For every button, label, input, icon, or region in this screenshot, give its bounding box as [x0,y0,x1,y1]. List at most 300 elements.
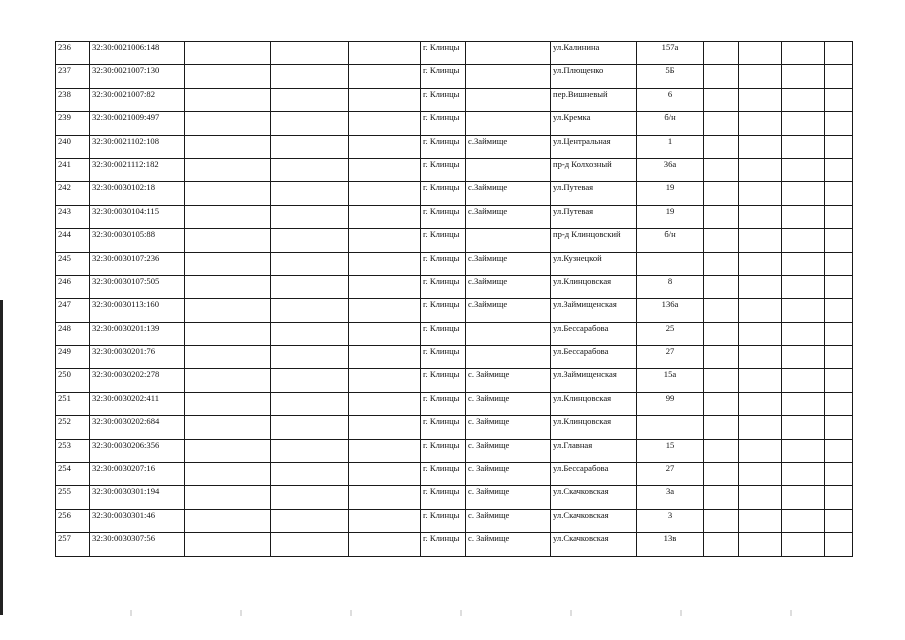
city-cell: г. Клинцы [421,486,466,509]
empty-cell [739,42,782,65]
city-cell: г. Клинцы [421,65,466,88]
empty-cell [185,346,271,369]
house-number-cell: 27 [637,346,704,369]
village-cell: с.Займище [466,135,551,158]
empty-cell [704,346,739,369]
empty-cell [185,135,271,158]
street-cell: ул.Путевая [551,205,637,228]
empty-cell [704,158,739,181]
empty-cell [349,439,421,462]
cadastral-number-cell: 32:30:0030301:194 [90,486,185,509]
empty-cell [782,275,825,298]
house-number-cell: 13в [637,533,704,556]
street-cell: ул.Бессарабова [551,322,637,345]
street-cell: ул.Клинцовская [551,416,637,439]
cadastral-number-cell: 32:30:0030104:115 [90,205,185,228]
street-cell: ул.Клинцовская [551,275,637,298]
empty-cell [185,205,271,228]
row-number-cell: 246 [56,275,90,298]
empty-cell [825,275,853,298]
city-cell: г. Клинцы [421,533,466,556]
empty-cell [185,65,271,88]
empty-cell [739,88,782,111]
empty-cell [704,205,739,228]
empty-cell [271,416,349,439]
empty-cell [825,112,853,135]
empty-cell [739,392,782,415]
table-row [56,65,853,88]
city-cell: г. Клинцы [421,439,466,462]
empty-cell [825,205,853,228]
empty-cell [185,275,271,298]
empty-cell [349,182,421,205]
table-row [56,205,853,228]
empty-cell [704,252,739,275]
village-cell: с.Займище [466,205,551,228]
empty-cell [782,135,825,158]
empty-cell [704,416,739,439]
village-cell: с. Займище [466,369,551,392]
empty-cell [271,88,349,111]
street-cell: ул.Бессарабова [551,463,637,486]
empty-cell [782,463,825,486]
village-cell [466,346,551,369]
row-number-cell: 237 [56,65,90,88]
empty-cell [739,158,782,181]
empty-cell [185,533,271,556]
table-row [56,439,853,462]
empty-cell [825,439,853,462]
empty-cell [185,486,271,509]
empty-cell [782,392,825,415]
empty-cell [349,42,421,65]
cadastral-number-cell: 32:30:0030207:16 [90,463,185,486]
empty-cell [739,65,782,88]
row-number-cell: 249 [56,346,90,369]
empty-cell [349,112,421,135]
empty-cell [349,486,421,509]
house-number-cell: 8 [637,275,704,298]
empty-cell [349,135,421,158]
empty-cell [704,322,739,345]
cadastral-number-cell: 32:30:0030201:139 [90,322,185,345]
empty-cell [349,392,421,415]
village-cell [466,42,551,65]
row-number-cell: 250 [56,369,90,392]
empty-cell [739,533,782,556]
empty-cell [782,158,825,181]
empty-cell [271,322,349,345]
empty-cell [271,486,349,509]
empty-cell [704,509,739,532]
empty-cell [825,135,853,158]
empty-cell [782,509,825,532]
empty-cell [349,509,421,532]
cadastral-number-cell: 32:30:0030107:236 [90,252,185,275]
empty-cell [185,158,271,181]
row-number-cell: 241 [56,158,90,181]
empty-cell [349,533,421,556]
village-cell [466,112,551,135]
house-number-cell: 3а [637,486,704,509]
empty-cell [704,112,739,135]
table-row [56,135,853,158]
empty-cell [271,369,349,392]
village-cell: с. Займище [466,439,551,462]
table-row [56,229,853,252]
empty-cell [825,463,853,486]
cadastral-number-cell: 32:30:0021006:148 [90,42,185,65]
city-cell: г. Клинцы [421,112,466,135]
table-row [56,252,853,275]
table-row [56,416,853,439]
empty-cell [349,299,421,322]
empty-cell [185,182,271,205]
row-number-cell: 254 [56,463,90,486]
cadastral-number-cell: 32:30:0030301:46 [90,509,185,532]
row-number-cell: 244 [56,229,90,252]
table-row [56,533,853,556]
empty-cell [349,158,421,181]
row-number-cell: 252 [56,416,90,439]
empty-cell [782,299,825,322]
city-cell: г. Клинцы [421,463,466,486]
house-number-cell: 36а [637,158,704,181]
cadastral-number-cell: 32:30:0030107:505 [90,275,185,298]
row-number-cell: 240 [56,135,90,158]
empty-cell [704,182,739,205]
empty-cell [704,486,739,509]
village-cell: с. Займище [466,392,551,415]
table-row [56,158,853,181]
city-cell: г. Клинцы [421,416,466,439]
empty-cell [825,416,853,439]
street-cell: ул.Клинцовская [551,392,637,415]
village-cell [466,229,551,252]
empty-cell [704,439,739,462]
empty-cell [704,42,739,65]
cadastral-number-cell: 32:30:0030105:88 [90,229,185,252]
empty-cell [739,509,782,532]
city-cell: г. Клинцы [421,88,466,111]
cadastral-number-cell: 32:30:0030102:18 [90,182,185,205]
cadastral-number-cell: 32:30:0030202:278 [90,369,185,392]
empty-cell [825,158,853,181]
empty-cell [825,299,853,322]
table-row [56,275,853,298]
city-cell: г. Клинцы [421,135,466,158]
row-number-cell: 247 [56,299,90,322]
table-row [56,369,853,392]
empty-cell [825,392,853,415]
empty-cell [782,416,825,439]
house-number-cell: 27 [637,463,704,486]
street-cell: ул.Скачковская [551,533,637,556]
empty-cell [825,182,853,205]
empty-cell [349,322,421,345]
empty-cell [271,346,349,369]
table-row [56,112,853,135]
cadastral-number-cell: 32:30:0030307:56 [90,533,185,556]
empty-cell [349,275,421,298]
street-cell: пр-д Колхозный [551,158,637,181]
empty-cell [825,65,853,88]
cadastral-number-cell: 32:30:0021007:82 [90,88,185,111]
empty-cell [782,88,825,111]
empty-cell [782,486,825,509]
street-cell: пер.Вишневый [551,88,637,111]
empty-cell [825,346,853,369]
empty-cell [825,369,853,392]
cadastral-number-cell: 32:30:0030201:76 [90,346,185,369]
row-number-cell: 248 [56,322,90,345]
empty-cell [782,112,825,135]
table-row [56,346,853,369]
empty-cell [185,322,271,345]
house-number-cell: 19 [637,205,704,228]
land-plot-table [55,41,853,557]
empty-cell [271,392,349,415]
empty-cell [185,439,271,462]
row-number-cell: 236 [56,42,90,65]
city-cell: г. Клинцы [421,158,466,181]
empty-cell [739,346,782,369]
cadastral-number-cell: 32:30:0021007:130 [90,65,185,88]
table-row [56,486,853,509]
empty-cell [782,182,825,205]
house-number-cell: 157а [637,42,704,65]
house-number-cell: 136а [637,299,704,322]
village-cell: с.Займище [466,252,551,275]
city-cell: г. Клинцы [421,392,466,415]
house-number-cell [637,416,704,439]
table-row [56,182,853,205]
empty-cell [704,392,739,415]
empty-cell [185,509,271,532]
table-row [56,299,853,322]
empty-cell [704,275,739,298]
empty-cell [739,275,782,298]
table-row [56,88,853,111]
house-number-cell: 19 [637,182,704,205]
house-number-cell: б/н [637,229,704,252]
empty-cell [739,229,782,252]
empty-cell [271,533,349,556]
row-number-cell: 257 [56,533,90,556]
cadastral-number-cell: 32:30:0030202:411 [90,392,185,415]
empty-cell [739,463,782,486]
street-cell: ул.Калинина [551,42,637,65]
row-number-cell: 251 [56,392,90,415]
city-cell: г. Клинцы [421,229,466,252]
city-cell: г. Клинцы [421,182,466,205]
empty-cell [349,88,421,111]
empty-cell [271,229,349,252]
empty-cell [271,509,349,532]
house-number-cell: 3 [637,509,704,532]
street-cell: ул.Центральная [551,135,637,158]
empty-cell [704,135,739,158]
row-number-cell: 253 [56,439,90,462]
street-cell: ул.Путевая [551,182,637,205]
city-cell: г. Клинцы [421,369,466,392]
empty-cell [704,463,739,486]
empty-cell [349,229,421,252]
empty-cell [782,346,825,369]
empty-cell [782,42,825,65]
village-cell: с.Займище [466,275,551,298]
city-cell: г. Клинцы [421,275,466,298]
empty-cell [349,416,421,439]
street-cell: ул.Скачковская [551,509,637,532]
empty-cell [185,229,271,252]
house-number-cell: 6 [637,88,704,111]
empty-cell [739,369,782,392]
city-cell: г. Клинцы [421,346,466,369]
table-row [56,322,853,345]
house-number-cell: 25 [637,322,704,345]
empty-cell [349,252,421,275]
empty-cell [271,112,349,135]
cadastral-number-cell: 32:30:0030113:160 [90,299,185,322]
cadastral-number-cell: 32:30:0030202:684 [90,416,185,439]
empty-cell [739,252,782,275]
city-cell: г. Клинцы [421,509,466,532]
empty-cell [704,299,739,322]
scan-page-edge [0,300,3,615]
row-number-cell: 256 [56,509,90,532]
empty-cell [349,346,421,369]
empty-cell [271,205,349,228]
table-body [56,42,853,557]
street-cell: ул.Скачковская [551,486,637,509]
row-number-cell: 243 [56,205,90,228]
village-cell: с. Займище [466,463,551,486]
street-cell: ул.Займищенская [551,369,637,392]
house-number-cell: 1 [637,135,704,158]
village-cell [466,65,551,88]
empty-cell [739,299,782,322]
empty-cell [739,322,782,345]
street-cell: ул.Кузнецкой [551,252,637,275]
empty-cell [271,65,349,88]
house-number-cell: 15 [637,439,704,462]
street-cell: пр-д Клинцовский [551,229,637,252]
table-row [56,42,853,65]
empty-cell [349,369,421,392]
empty-cell [739,135,782,158]
city-cell: г. Клинцы [421,299,466,322]
row-number-cell: 238 [56,88,90,111]
house-number-cell [637,252,704,275]
cadastral-number-cell: 32:30:0021102:108 [90,135,185,158]
row-number-cell: 255 [56,486,90,509]
table-row [56,509,853,532]
table-row [56,463,853,486]
empty-cell [782,322,825,345]
empty-cell [825,322,853,345]
empty-cell [271,252,349,275]
empty-cell [271,275,349,298]
city-cell: г. Клинцы [421,205,466,228]
city-cell: г. Клинцы [421,42,466,65]
empty-cell [704,533,739,556]
street-cell: ул.Плющенко [551,65,637,88]
village-cell: с. Займище [466,416,551,439]
house-number-cell: 99 [637,392,704,415]
empty-cell [782,252,825,275]
empty-cell [739,182,782,205]
village-cell: с.Займище [466,299,551,322]
village-cell [466,158,551,181]
empty-cell [271,463,349,486]
village-cell: с.Займище [466,182,551,205]
row-number-cell: 245 [56,252,90,275]
empty-cell [349,65,421,88]
empty-cell [782,439,825,462]
empty-cell [825,486,853,509]
empty-cell [739,205,782,228]
empty-cell [704,369,739,392]
empty-cell [704,65,739,88]
empty-cell [782,229,825,252]
empty-cell [739,416,782,439]
empty-cell [271,42,349,65]
empty-cell [271,299,349,322]
empty-cell [782,65,825,88]
empty-cell [349,463,421,486]
empty-cell [185,463,271,486]
scan-artifact [60,610,860,616]
empty-cell [739,486,782,509]
empty-cell [349,205,421,228]
village-cell [466,88,551,111]
street-cell: ул.Бессарабова [551,346,637,369]
empty-cell [185,392,271,415]
empty-cell [782,369,825,392]
table-row [56,392,853,415]
empty-cell [825,42,853,65]
city-cell: г. Клинцы [421,322,466,345]
empty-cell [271,439,349,462]
empty-cell [739,439,782,462]
house-number-cell: б/н [637,112,704,135]
empty-cell [704,229,739,252]
street-cell: ул.Займищенская [551,299,637,322]
village-cell: с. Займище [466,533,551,556]
empty-cell [825,533,853,556]
empty-cell [271,135,349,158]
row-number-cell: 242 [56,182,90,205]
empty-cell [185,369,271,392]
empty-cell [271,182,349,205]
empty-cell [825,88,853,111]
village-cell: с. Займище [466,486,551,509]
village-cell [466,322,551,345]
house-number-cell: 5Б [637,65,704,88]
empty-cell [185,112,271,135]
cadastral-number-cell: 32:30:0030206:356 [90,439,185,462]
empty-cell [185,416,271,439]
empty-cell [825,509,853,532]
cadastral-number-cell: 32:30:0021112:182 [90,158,185,181]
empty-cell [739,112,782,135]
empty-cell [825,229,853,252]
village-cell: с. Займище [466,509,551,532]
row-number-cell: 239 [56,112,90,135]
empty-cell [271,158,349,181]
street-cell: ул.Главная [551,439,637,462]
